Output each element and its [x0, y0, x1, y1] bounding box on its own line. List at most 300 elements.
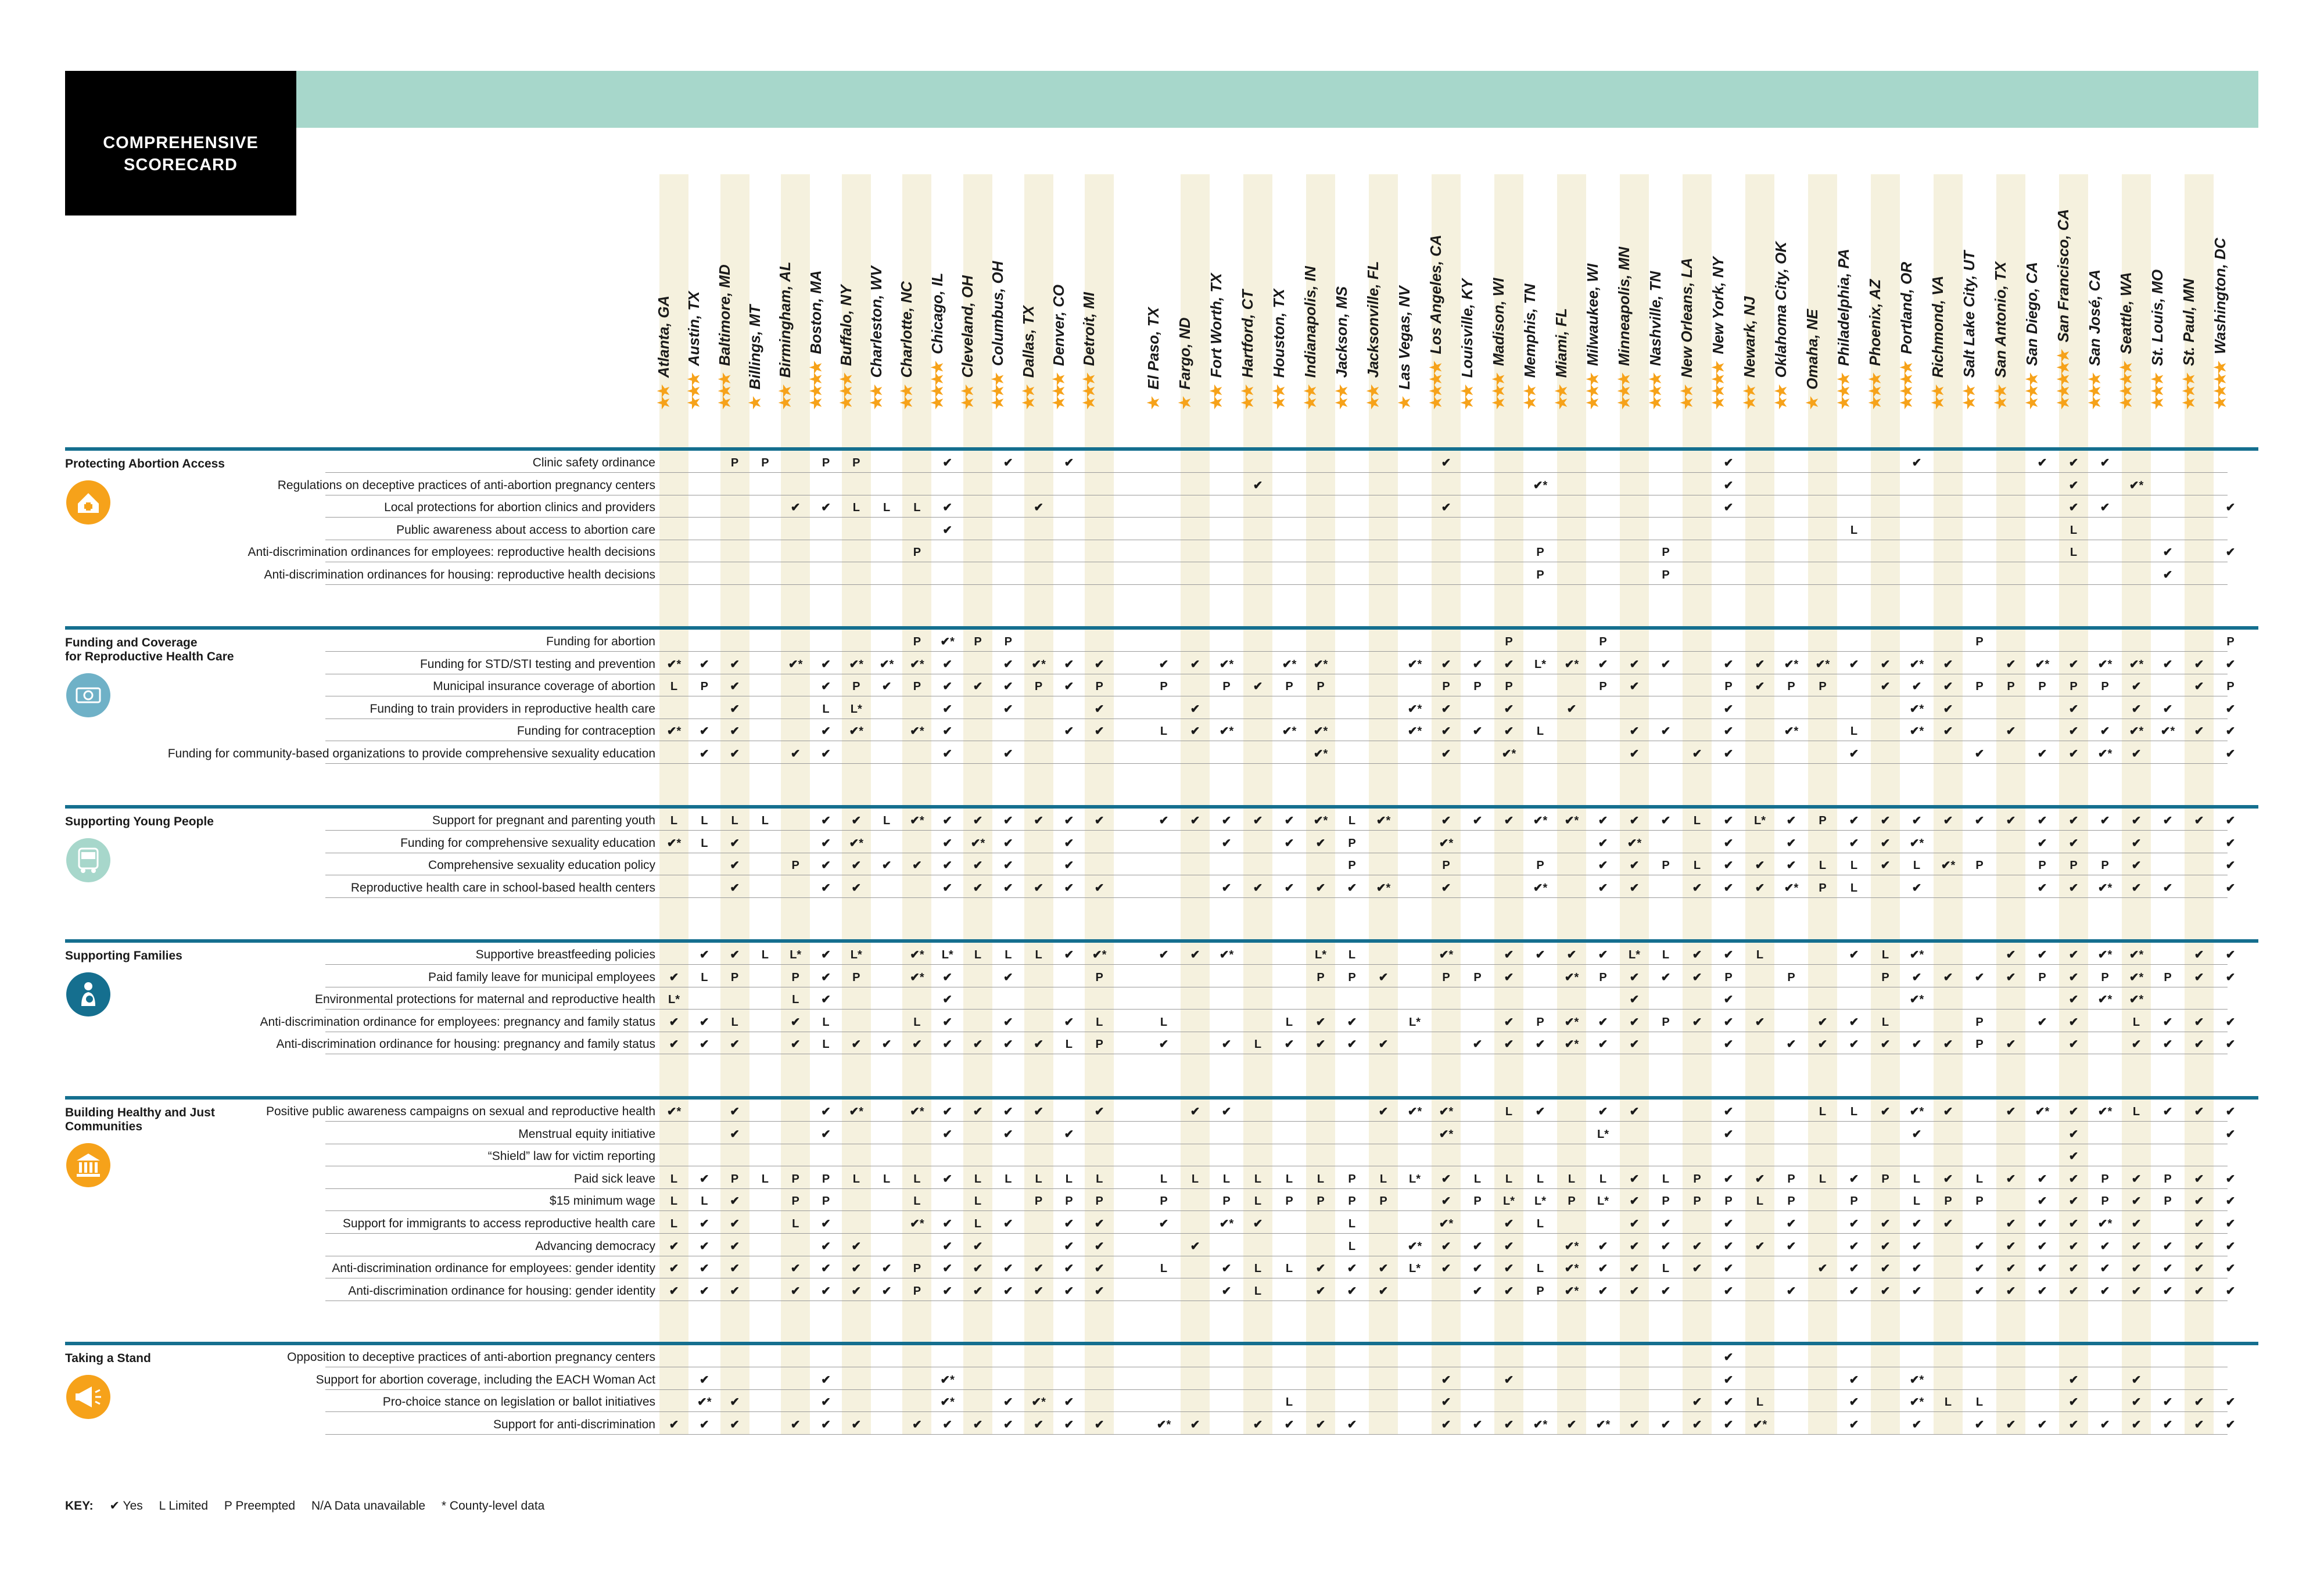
score-cell: P: [1599, 971, 1607, 984]
score-cell: ✔: [1003, 1284, 1013, 1298]
score-cell: ✔: [730, 1105, 740, 1118]
star-rating-icon: ★★: [1960, 386, 1978, 409]
score-cell: ✔: [2100, 725, 2110, 738]
score-cell: ✔: [1034, 1284, 1043, 1298]
city-label: [898, 281, 915, 409]
row-separator: [325, 1434, 2228, 1435]
score-cell: ✔*: [1407, 1240, 1422, 1253]
score-cell: ✔: [1598, 836, 1608, 850]
city-label: [1207, 273, 1225, 409]
score-cell: ✔: [1159, 814, 1169, 827]
score-cell: ✔: [1504, 1015, 1514, 1029]
score-cell: ✔: [2194, 814, 2204, 827]
score-cell: ✔: [821, 748, 831, 760]
score-cell: ✔: [1723, 949, 1734, 961]
score-cell: ✔*: [1564, 1038, 1579, 1051]
row-separator: [325, 1121, 2228, 1122]
score-cell: P: [1975, 635, 1984, 648]
row-label: Reproductive health care in school-based health centers: [350, 881, 655, 895]
score-cell: ✔: [1723, 1217, 1734, 1230]
score-cell: ✔: [1723, 748, 1734, 760]
score-cell: ✔: [2068, 1127, 2079, 1141]
score-cell: ✔*: [666, 658, 682, 671]
star-rating-icon: ★★: [1521, 386, 1538, 409]
row-label: Funding for community-based organizations to provide comprehensive sexuality education: [167, 747, 655, 760]
score-cell: ✔: [1598, 1262, 1608, 1276]
score-cell: L: [1160, 725, 1168, 738]
score-cell: ✔: [1472, 1262, 1483, 1276]
score-cell: ✔: [730, 658, 740, 671]
score-cell: P: [1285, 680, 1293, 694]
score-cell: ✔: [1064, 1015, 1074, 1029]
score-cell: ✔: [1943, 1105, 1953, 1118]
score-cell: ✔: [2225, 859, 2236, 872]
score-cell: ✔: [1347, 1038, 1357, 1051]
key-county: * County-level data: [441, 1499, 545, 1513]
score-cell: L*: [1534, 1195, 1546, 1208]
score-cell: ✔: [2194, 658, 2204, 671]
score-cell: ✔: [1504, 658, 1514, 671]
family-icon: [66, 972, 110, 1016]
score-cell: ✔: [1943, 725, 1953, 738]
score-cell: ✔*: [697, 1396, 712, 1409]
score-cell: ✔: [942, 1418, 953, 1431]
score-cell: ✔: [821, 1262, 831, 1276]
row-label: $15 minimum wage: [549, 1194, 655, 1208]
score-cell: ✔: [1629, 971, 1640, 984]
city-label: [1772, 242, 1789, 409]
score-cell: ✔: [1786, 1240, 1796, 1253]
score-cell: ✔: [1003, 971, 1013, 984]
row-separator: [325, 1233, 2228, 1234]
score-cell: ✔: [1159, 658, 1169, 671]
score-cell: ✔*: [1627, 836, 1642, 850]
city-header: [867, 142, 901, 409]
score-cell: ✔: [1911, 881, 1922, 895]
star-rating-icon: ★★★: [1080, 374, 1098, 409]
star-rating-icon: ★★: [1301, 386, 1319, 409]
score-cell: ✔: [942, 501, 953, 515]
score-cell: ✔: [881, 1284, 892, 1298]
score-cell: ✔: [2225, 971, 2236, 984]
building-icon: [66, 1143, 110, 1187]
score-cell: ✔: [730, 1217, 740, 1230]
score-cell: ✔: [1723, 479, 1734, 492]
row-label: Clinic safety ordinance: [532, 456, 655, 469]
score-cell: ✔: [2131, 748, 2142, 760]
score-cell: ✔: [2194, 1284, 2204, 1298]
score-cell: L: [1348, 1217, 1356, 1230]
score-cell: ✔: [1003, 748, 1013, 760]
score-cell: ✔: [1723, 814, 1734, 827]
score-cell: P: [1442, 859, 1450, 872]
score-cell: L: [1913, 1195, 1921, 1208]
score-cell: ✔: [973, 1284, 983, 1298]
city-label: [807, 270, 824, 409]
score-cell: P: [1348, 1172, 1356, 1186]
score-cell: ✔: [1347, 881, 1357, 895]
score-cell: P: [2164, 971, 2172, 984]
score-cell: P: [852, 457, 860, 469]
score-cell: ✔: [821, 1284, 831, 1298]
city-header: [1741, 142, 1774, 409]
row-label: Positive public awareness campaigns on sexual and reproductive health: [266, 1105, 655, 1118]
score-cell: ✔: [1723, 1172, 1734, 1186]
score-cell: L*: [668, 993, 680, 1007]
score-cell: L: [1944, 1396, 1952, 1409]
score-cell: ✔: [1535, 949, 1545, 961]
score-cell: ✔: [1629, 680, 1640, 694]
score-cell: ✔*: [2129, 993, 2144, 1007]
city-name: Newark, NJ: [1741, 296, 1758, 378]
score-cell: ✔*: [1564, 1284, 1579, 1298]
city-label: [1803, 309, 1821, 409]
row-separator: [325, 472, 2228, 473]
score-cell: ✔*: [2160, 725, 2175, 738]
score-cell: ✔: [1094, 725, 1104, 738]
score-cell: ✔: [1441, 702, 1451, 716]
score-cell: ✔: [1692, 971, 1702, 984]
score-cell: ✔: [973, 1240, 983, 1253]
city-name: Charlotte, NC: [898, 281, 916, 378]
score-cell: P: [1881, 1172, 1889, 1186]
score-cell: ✔*: [1564, 658, 1579, 671]
score-cell: ✔: [973, 1418, 983, 1431]
score-cell: ✔: [1378, 971, 1389, 984]
score-cell: ✔: [2068, 1284, 2079, 1298]
score-cell: L: [701, 836, 708, 850]
city-header: [928, 142, 962, 409]
score-cell: P: [2101, 859, 2109, 872]
score-cell: ✔: [699, 1217, 709, 1230]
score-cell: L: [1536, 1172, 1544, 1186]
score-cell: P: [1693, 1172, 1701, 1186]
score-cell: ✔: [2131, 836, 2142, 850]
score-cell: ✔: [1598, 814, 1608, 827]
score-cell: ✔: [1598, 881, 1608, 895]
city-header: [1049, 142, 1084, 409]
score-cell: ✔: [1159, 1217, 1169, 1230]
city-name: Oklahoma City, OK: [1772, 241, 1789, 378]
score-cell: ✔*: [666, 836, 682, 850]
score-cell: L: [1065, 1172, 1073, 1186]
star-rating-icon: ★: [1803, 397, 1821, 409]
score-cell: ✔: [2068, 1038, 2079, 1051]
score-cell: ✔: [1284, 814, 1294, 827]
score-cell: ✔: [699, 1373, 709, 1386]
score-cell: L: [852, 501, 860, 515]
score-cell: ✔: [2037, 836, 2047, 850]
row-label: Support for pregnant and parenting youth: [432, 814, 655, 827]
score-cell: ✔*: [666, 725, 682, 738]
score-cell: ✔: [912, 1418, 922, 1431]
score-cell: ✔: [1786, 814, 1796, 827]
star-rating-icon: ★: [1176, 397, 1193, 409]
score-cell: P: [1095, 1038, 1103, 1051]
star-rating-icon: ★★: [776, 386, 794, 409]
city-label: [1960, 251, 1978, 409]
score-cell: P: [1536, 546, 1544, 559]
score-cell: ✔: [1003, 1105, 1013, 1118]
row-label: “Shield” law for victim reporting: [487, 1149, 655, 1163]
score-cell: ✔: [1660, 725, 1671, 738]
score-cell: L: [1819, 1172, 1827, 1186]
score-cell: L: [1850, 523, 1858, 537]
score-cell: ✔*: [910, 949, 924, 961]
city-name: Cleveland, OH: [959, 275, 976, 378]
score-cell: P: [1944, 1195, 1952, 1208]
city-label: [1364, 261, 1382, 410]
city-name: Charleston, WV: [867, 266, 885, 378]
score-cell: ✔: [2068, 457, 2079, 469]
score-cell: ✔*: [2097, 949, 2113, 961]
row-label: Anti-discrimination ordinances for employees: reproductive health decisions: [248, 545, 655, 559]
score-cell: ✔: [1094, 1262, 1104, 1276]
score-cell: ✔*: [940, 1373, 955, 1386]
city-name: Indianapolis, IN: [1301, 266, 1319, 378]
score-cell: ✔: [790, 748, 801, 760]
score-cell: ✔: [942, 971, 953, 984]
city-name: Portland, OR: [1898, 261, 1915, 354]
score-cell: L*: [1409, 1015, 1421, 1029]
score-cell: ✔: [2006, 1262, 2016, 1276]
score-cell: ✔*: [1501, 748, 1516, 760]
score-cell: ✔: [973, 814, 983, 827]
score-cell: ✔: [2131, 680, 2142, 694]
score-cell: ✔: [942, 1015, 953, 1029]
score-cell: ✔: [730, 725, 740, 738]
score-cell: ✔: [821, 836, 831, 850]
star-rating-icon: ★★★: [2086, 374, 2103, 409]
city-name: Jackson, MS: [1333, 286, 1350, 378]
score-cell: ✔*: [849, 1105, 864, 1118]
score-cell: ✔: [1755, 658, 1765, 671]
score-cell: ✔: [790, 1284, 801, 1298]
score-cell: ✔: [730, 881, 740, 895]
score-cell: ✔: [942, 1038, 953, 1051]
score-cell: ✔*: [1439, 949, 1454, 961]
score-cell: L*: [1754, 814, 1766, 827]
score-cell: ✔: [699, 949, 709, 961]
score-cell: ✔: [2037, 881, 2047, 895]
score-cell: P: [1662, 859, 1670, 872]
score-cell: ✔*: [1031, 1396, 1046, 1409]
score-cell: ✔: [1504, 1418, 1514, 1431]
score-cell: L: [1348, 949, 1356, 961]
score-cell: ✔*: [940, 1396, 955, 1409]
score-cell: P: [913, 1284, 921, 1298]
score-cell: L: [2070, 523, 2078, 537]
score-cell: ✔: [1723, 1262, 1734, 1276]
score-cell: ✔: [1629, 725, 1640, 738]
score-cell: L: [1693, 859, 1701, 872]
score-cell: ✔: [2037, 949, 2047, 961]
score-cell: ✔: [1692, 1015, 1702, 1029]
score-cell: ✔: [2194, 680, 2204, 694]
star-rating-icon: ★: [1145, 397, 1162, 409]
score-cell: ✔*: [1439, 1217, 1454, 1230]
score-cell: ✔: [1253, 1217, 1263, 1230]
score-cell: ✔: [942, 814, 953, 827]
score-cell: ✔: [1723, 1105, 1734, 1118]
score-cell: ✔: [1723, 1240, 1734, 1253]
score-cell: ✔: [1629, 1418, 1640, 1431]
section-divider: [65, 939, 2258, 943]
score-cell: ✔: [1880, 1038, 1891, 1051]
city-name: Buffalo, NY: [837, 285, 855, 367]
score-cell: P: [1536, 1284, 1544, 1298]
score-cell: P: [913, 1262, 921, 1276]
score-cell: ✔: [1094, 1105, 1104, 1118]
score-cell: ✔: [1315, 881, 1326, 895]
score-cell: ✔: [2225, 881, 2236, 895]
score-cell: L: [701, 971, 708, 984]
city-header: [1584, 142, 1618, 409]
score-cell: L: [1913, 859, 1921, 872]
score-cell: ✔: [821, 1240, 831, 1253]
score-cell: L: [1285, 1262, 1293, 1276]
score-cell: P: [1379, 1195, 1387, 1208]
score-cell: ✔: [1911, 1418, 1922, 1431]
score-cell: ✔: [942, 881, 953, 895]
score-cell: ✔*: [1376, 814, 1391, 827]
score-cell: ✔: [1849, 836, 1859, 850]
score-cell: P: [1505, 635, 1513, 648]
score-cell: ✔: [1723, 1351, 1734, 1364]
score-cell: ✔: [1472, 658, 1483, 671]
score-cell: L: [1536, 725, 1544, 738]
city-name: Memphis, TN: [1521, 283, 1538, 378]
score-cell: ✔: [1974, 1240, 1985, 1253]
score-cell: ✔: [2162, 1038, 2173, 1051]
score-cell: ✔: [821, 1418, 831, 1431]
score-cell: ✔: [2037, 1172, 2047, 1186]
score-cell: L: [670, 1195, 678, 1208]
row-label: Funding for STD/STI testing and prevention: [419, 657, 655, 671]
score-cell: ✔: [1221, 1038, 1232, 1051]
score-cell: ✔: [1003, 457, 1013, 469]
score-cell: ✔*: [666, 1105, 682, 1118]
score-cell: L: [1160, 1015, 1168, 1029]
score-cell: ✔: [2068, 479, 2079, 492]
score-cell: ✔: [1974, 814, 1985, 827]
city-header: [1458, 142, 1492, 409]
city-label: [1898, 262, 1915, 409]
score-cell: ✔: [1472, 725, 1483, 738]
row-separator: [325, 1009, 2228, 1010]
score-cell: ✔*: [788, 658, 803, 671]
score-cell: ✔: [1911, 1284, 1922, 1298]
score-cell: L: [1035, 949, 1042, 961]
score-cell: ✔: [2068, 1396, 2079, 1409]
score-cell: ✔: [1003, 1127, 1013, 1141]
score-cell: ✔: [2006, 1418, 2016, 1431]
score-cell: ✔: [851, 1240, 862, 1253]
city-label: [1145, 307, 1162, 409]
score-cell: L: [1662, 1262, 1670, 1276]
score-cell: ✔: [1253, 1418, 1263, 1431]
score-cell: ✔: [1786, 836, 1796, 850]
star-rating-icon: ★★★: [715, 374, 733, 409]
city-name: St. Paul, MN: [2180, 278, 2197, 367]
score-cell: ✔*: [1784, 725, 1799, 738]
score-cell: ✔: [1692, 748, 1702, 760]
score-cell: ✔: [2225, 658, 2236, 671]
score-cell: ✔: [2068, 725, 2079, 738]
score-cell: ✔: [942, 1127, 953, 1141]
score-cell: ✔*: [1439, 836, 1454, 850]
score-cell: ✔: [1660, 971, 1671, 984]
star-rating-icon: ★★★: [2023, 374, 2040, 409]
score-cell: L: [1285, 1015, 1293, 1029]
score-cell: ✔: [1598, 1284, 1608, 1298]
score-cell: ✔: [1692, 1396, 1702, 1409]
star-rating-icon: ★★★: [1615, 374, 1633, 409]
row-label: Funding for contraception: [517, 724, 655, 738]
score-cell: L: [731, 1015, 738, 1029]
score-cell: ✔: [1064, 1284, 1074, 1298]
score-cell: L: [1379, 1172, 1387, 1186]
score-cell: ✔: [1629, 1105, 1640, 1118]
score-cell: ✔: [730, 1195, 740, 1208]
score-cell: ✔: [1284, 1038, 1294, 1051]
score-cell: ✔*: [2097, 1217, 2113, 1230]
score-cell: ✔*: [2129, 658, 2144, 671]
scorecard-title-box: [65, 71, 296, 215]
score-cell: P: [1317, 1195, 1325, 1208]
score-cell: ✔: [942, 523, 953, 537]
score-cell: P: [2164, 1195, 2172, 1208]
city-name: Louisville, KY: [1458, 278, 1476, 378]
score-cell: ✔: [1504, 1240, 1514, 1253]
score-cell: ✔: [1504, 1284, 1514, 1298]
score-cell: ✔: [2068, 658, 2079, 671]
star-rating-icon: ★★: [1019, 386, 1037, 409]
score-cell: ✔: [1723, 859, 1734, 872]
score-cell: L: [883, 501, 891, 515]
score-cell: ✔: [881, 1038, 892, 1051]
score-cell: ✔: [1064, 680, 1074, 694]
city-label: [1396, 286, 1413, 409]
score-cell: ✔*: [1909, 658, 1924, 671]
city-name: Jacksonville, FL: [1364, 261, 1382, 378]
score-cell: ✔: [1598, 949, 1608, 961]
score-cell: ✔: [1378, 1262, 1389, 1276]
score-cell: ✔: [1911, 1262, 1922, 1276]
score-cell: ✔*: [1439, 1127, 1454, 1141]
city-header: [959, 142, 992, 409]
score-cell: L: [1096, 1015, 1103, 1029]
score-cell: ✔: [2100, 501, 2110, 515]
row-label: Funding for abortion: [546, 635, 655, 648]
score-cell: P: [1442, 680, 1450, 694]
city-label: [928, 273, 946, 409]
score-cell: ✔: [1504, 971, 1514, 984]
score-cell: ✔: [1660, 1217, 1671, 1230]
score-cell: ✔: [1566, 702, 1577, 716]
score-cell: P: [1662, 1195, 1670, 1208]
score-cell: ✔: [1629, 1172, 1640, 1186]
score-cell: P: [1095, 680, 1103, 694]
score-cell: ✔: [730, 836, 740, 850]
score-cell: ✔*: [1219, 949, 1234, 961]
score-cell: ✔: [1880, 814, 1891, 827]
score-cell: ✔: [1441, 1396, 1451, 1409]
score-cell: ✔: [1504, 1038, 1514, 1051]
score-cell: ✔*: [849, 658, 864, 671]
score-cell: ✔: [1441, 501, 1451, 515]
score-cell: ✔: [2068, 1217, 2079, 1230]
